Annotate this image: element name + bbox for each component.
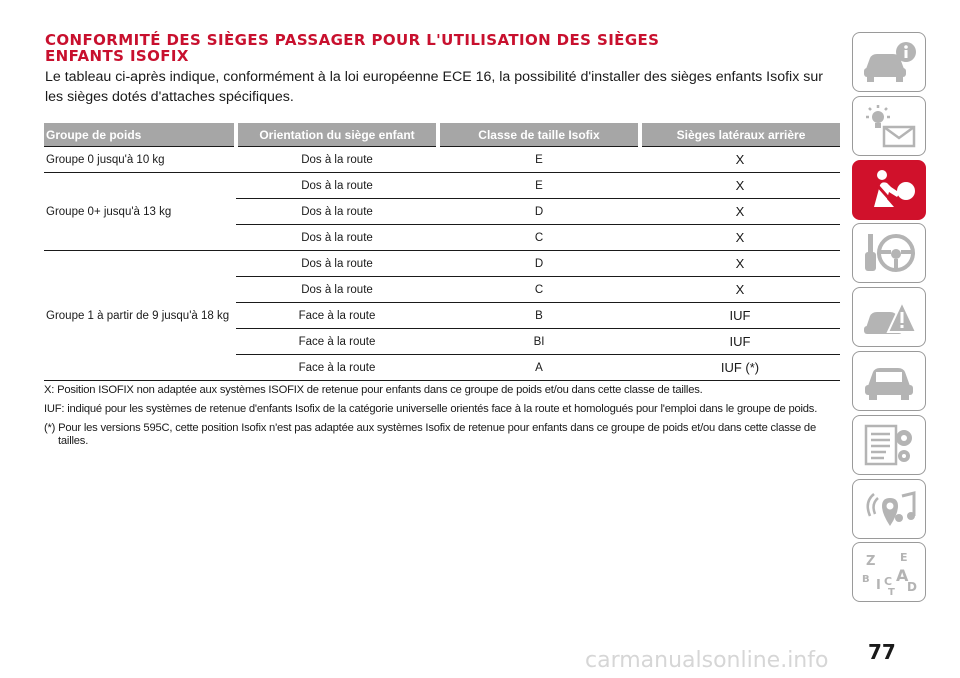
orientation-cell: Dos à la route <box>236 173 438 199</box>
size-class-cell: B <box>438 303 640 329</box>
page-number: 77 <box>868 640 896 664</box>
warning-lights-icon <box>860 103 918 149</box>
size-class-cell: E <box>438 147 640 173</box>
weight-group-cell: Groupe 0 jusqu'à 10 kg <box>44 147 236 173</box>
index-letter: I <box>876 578 881 594</box>
tab-maintenance[interactable] <box>852 351 926 411</box>
header-size-class: Classe de taille Isofix <box>438 123 640 147</box>
note-asterisk: (*) Pour les versions 595C, cette position Isofix n'est pas adaptée aux systèmes Isofix de retenue pour enfants dans ce groupe de poids et/ou dans cette classe de tailles. <box>44 422 816 447</box>
tab-breakdown[interactable] <box>852 287 926 347</box>
index-letter: T <box>888 587 895 596</box>
orientation-cell: Dos à la route <box>236 225 438 251</box>
weight-group-cell: Groupe 0+ jusqu'à 13 kg <box>44 173 236 251</box>
title-line-2: ENFANTS ISOFIX <box>45 47 189 65</box>
table-row <box>44 173 840 199</box>
chapter-sidebar <box>852 32 928 606</box>
orientation-cell: Face à la route <box>236 303 438 329</box>
rear-seat-cell: X <box>640 251 840 277</box>
size-class-cell: A <box>438 355 640 381</box>
orientation-cell: Dos à la route <box>236 277 438 303</box>
table-row <box>44 147 840 173</box>
orientation-cell: Dos à la route <box>236 199 438 225</box>
size-class-cell: E <box>438 173 640 199</box>
isofix-table <box>44 123 840 381</box>
key-steering-wheel-icon <box>860 230 918 276</box>
title-line-1: CONFORMITÉ DES SIÈGES PASSAGER POUR L'UTILISATION DES SIÈGES <box>45 31 660 49</box>
orientation-cell: Face à la route <box>236 355 438 381</box>
table-notes <box>44 384 844 454</box>
size-class-cell: D <box>438 199 640 225</box>
rear-seat-cell: IUF <box>640 303 840 329</box>
watermark: carmanualsonline.info <box>585 648 829 673</box>
rear-seat-cell: X <box>640 199 840 225</box>
rear-seat-cell: X <box>640 147 840 173</box>
index-letter: B <box>862 574 870 586</box>
header-rear-seats: Sièges latéraux arrière <box>640 123 840 147</box>
intro-paragraph: Le tableau ci-après indique, conformément à la loi européenne ECE 16, la possibilité d'installer des sièges enfants Isofix sur les sièges dotés d'attaches spécifiques. <box>45 69 823 105</box>
rear-seat-cell: X <box>640 277 840 303</box>
tab-index[interactable] <box>852 542 926 602</box>
multimedia-icon <box>860 486 918 532</box>
index-letter: E <box>900 551 908 565</box>
orientation-cell: Face à la route <box>236 329 438 355</box>
orientation-cell: Dos à la route <box>236 147 438 173</box>
car-info-icon <box>860 39 918 85</box>
tab-airbag-seatbelt[interactable] <box>852 160 926 220</box>
section-title <box>45 32 825 64</box>
orientation-cell: Dos à la route <box>236 251 438 277</box>
index-letter: D <box>907 580 917 595</box>
car-maintenance-icon <box>860 358 918 404</box>
size-class-cell: D <box>438 251 640 277</box>
note-iuf: IUF: indiqué pour les systèmes de retenue d'enfants Isofix de la catégorie universelle orientés face à la route et homologués pour l'emploi dans le groupe de poids. <box>44 403 818 415</box>
technical-data-icon <box>860 422 918 468</box>
index-letter: C <box>884 575 893 589</box>
size-class-cell: BI <box>438 329 640 355</box>
tab-technical-data[interactable] <box>852 415 926 475</box>
table-header-row <box>44 123 840 147</box>
index-letter: A <box>896 566 909 586</box>
size-class-cell: C <box>438 277 640 303</box>
table-row <box>44 251 840 277</box>
alphabetical-index-icon <box>860 549 918 595</box>
index-letter: Z <box>866 554 876 570</box>
tab-key-steering[interactable] <box>852 223 926 283</box>
rear-seat-cell: X <box>640 225 840 251</box>
note-x: X: Position ISOFIX non adaptée aux systèmes ISOFIX de retenue pour enfants dans ce groupe de poids et/ou dans cette classe de tailles. <box>44 384 703 396</box>
tab-multimedia[interactable] <box>852 479 926 539</box>
rear-seat-cell: IUF <box>640 329 840 355</box>
rear-seat-cell: IUF (*) <box>640 355 840 381</box>
breakdown-warning-icon <box>860 294 918 340</box>
airbag-seatbelt-icon <box>860 167 918 213</box>
rear-seat-cell: X <box>640 173 840 199</box>
header-weight-group: Groupe de poids <box>44 123 236 147</box>
size-class-cell: C <box>438 225 640 251</box>
tab-warning-lights[interactable] <box>852 96 926 156</box>
weight-group-cell: Groupe 1 à partir de 9 jusqu'à 18 kg <box>44 251 236 381</box>
tab-car-info[interactable] <box>852 32 926 92</box>
header-orientation: Orientation du siège enfant <box>236 123 438 147</box>
